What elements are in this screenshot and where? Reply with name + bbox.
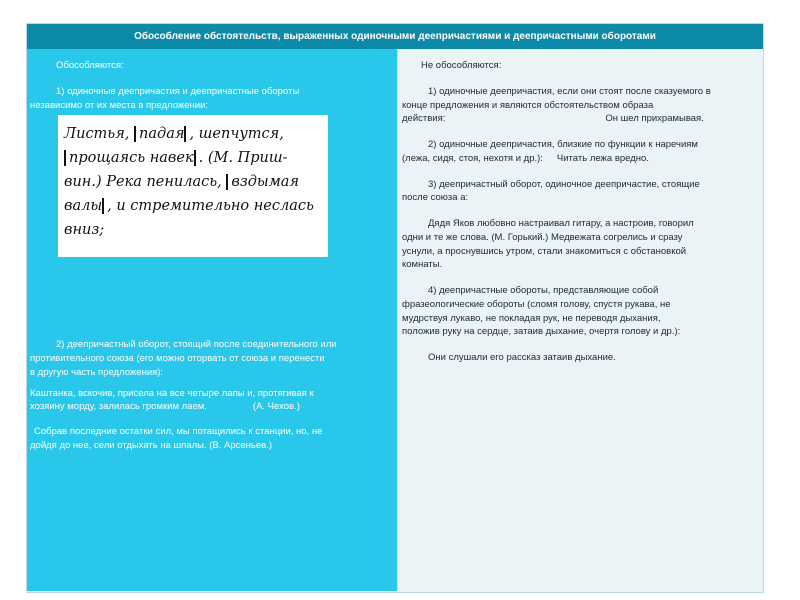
right-column-not-isolated bbox=[399, 49, 763, 591]
right-example-line3: уснули, а проснувшись утром, стали знакомиться с обстановкой bbox=[402, 245, 687, 257]
textbook-excerpt bbox=[58, 115, 328, 257]
right-final-example: Они слушали его рассказ затаив дыхание. bbox=[428, 352, 616, 364]
right-rule4-line2: фразеологические обороты (сломя голову, спустя рукава, не bbox=[402, 298, 671, 310]
example1-line2: хозяину морду, залилась громким лаем. (А. Чехов.) bbox=[30, 401, 300, 413]
right-rule1-line2: конце предложения и являются обстоятельством образа bbox=[402, 99, 654, 111]
example2-line1: Собрав последние остатки сил, мы потащились к станции, но, не bbox=[34, 426, 323, 438]
table-title: Обособление обстоятельств, выраженных одиночными деепричастиями и деепричастными оборотами bbox=[27, 24, 763, 49]
example2-line2: дойдя до нее, сели отдыхать на шпалы. (В. Арсеньев.) bbox=[30, 439, 272, 451]
right-example-line1: Дядя Яков любовно настраивал гитару, а настроив, говорил bbox=[428, 218, 694, 230]
right-rule2-line1: 2) одиночные деепричастия, близкие по функции к наречиям bbox=[428, 139, 698, 151]
right-rule4-line1: 4) деепричастные обороты, представляющие собой bbox=[428, 285, 659, 297]
right-rule3-line2: после союза а: bbox=[402, 192, 469, 204]
right-rule4-line4: положив руку на сердце, затаив дыхание, очертя голову и др.): bbox=[402, 326, 681, 338]
left-heading: Обособляются: bbox=[56, 60, 124, 71]
right-rule1-example: Он шел прихрамывая. bbox=[605, 113, 704, 125]
excerpt-line: Листья, падая , шепчутся, bbox=[64, 126, 284, 142]
excerpt-line: прощаясь навек . (М. Приш- bbox=[64, 146, 322, 170]
excerpt-line: валы , и стремительно неслась bbox=[64, 198, 314, 214]
content-frame bbox=[26, 23, 764, 593]
right-rule1-line3: действия: Он шел прихрамывая. bbox=[402, 113, 704, 125]
rule2-line3: в другую часть предложения): bbox=[30, 366, 164, 378]
right-example-line2: одни и те же слова. (М. Горький.) Медвежата согрелись и сразу bbox=[402, 231, 683, 243]
rule2-line1: 2) деепричастный оборот, стоящий после соединительного или bbox=[56, 339, 337, 351]
right-rule2-example: Читать лежа вредно. bbox=[556, 152, 649, 164]
rule1-line1: 1) одиночные деепричастия и деепричастные обороты bbox=[56, 85, 300, 97]
right-heading: Не обособляются: bbox=[421, 60, 502, 71]
right-example-line4: комнаты. bbox=[402, 259, 443, 271]
example1-line1: Каштанка, вскочив, присела на все четыре лапы и, протягивая к bbox=[30, 387, 314, 399]
rule2-line2: противительного союза (его можно оторвать от союза и перенести bbox=[30, 353, 325, 365]
right-rule2-line2: (лежа, сидя, стоя, нехотя и др.): Читать лежа вредно. bbox=[402, 152, 649, 164]
example1-source: (А. Чехов.) bbox=[252, 401, 300, 413]
right-rule3-line1: 3) деепричастный оборот, одиночное деепричастие, стоящие bbox=[428, 178, 700, 190]
right-rule4-line3: мудрствуя лукаво, не покладая рук, не переводя дыхания, bbox=[402, 312, 661, 324]
excerpt-line: вин.) Река пенилась, вздымая bbox=[64, 174, 299, 190]
excerpt-line: вниз; bbox=[64, 222, 105, 238]
right-rule1-line1: 1) одиночные деепричастия, если они стоят после сказуемого в bbox=[428, 85, 711, 97]
rule1-line2: независимо от их места в предложении: bbox=[30, 99, 209, 111]
